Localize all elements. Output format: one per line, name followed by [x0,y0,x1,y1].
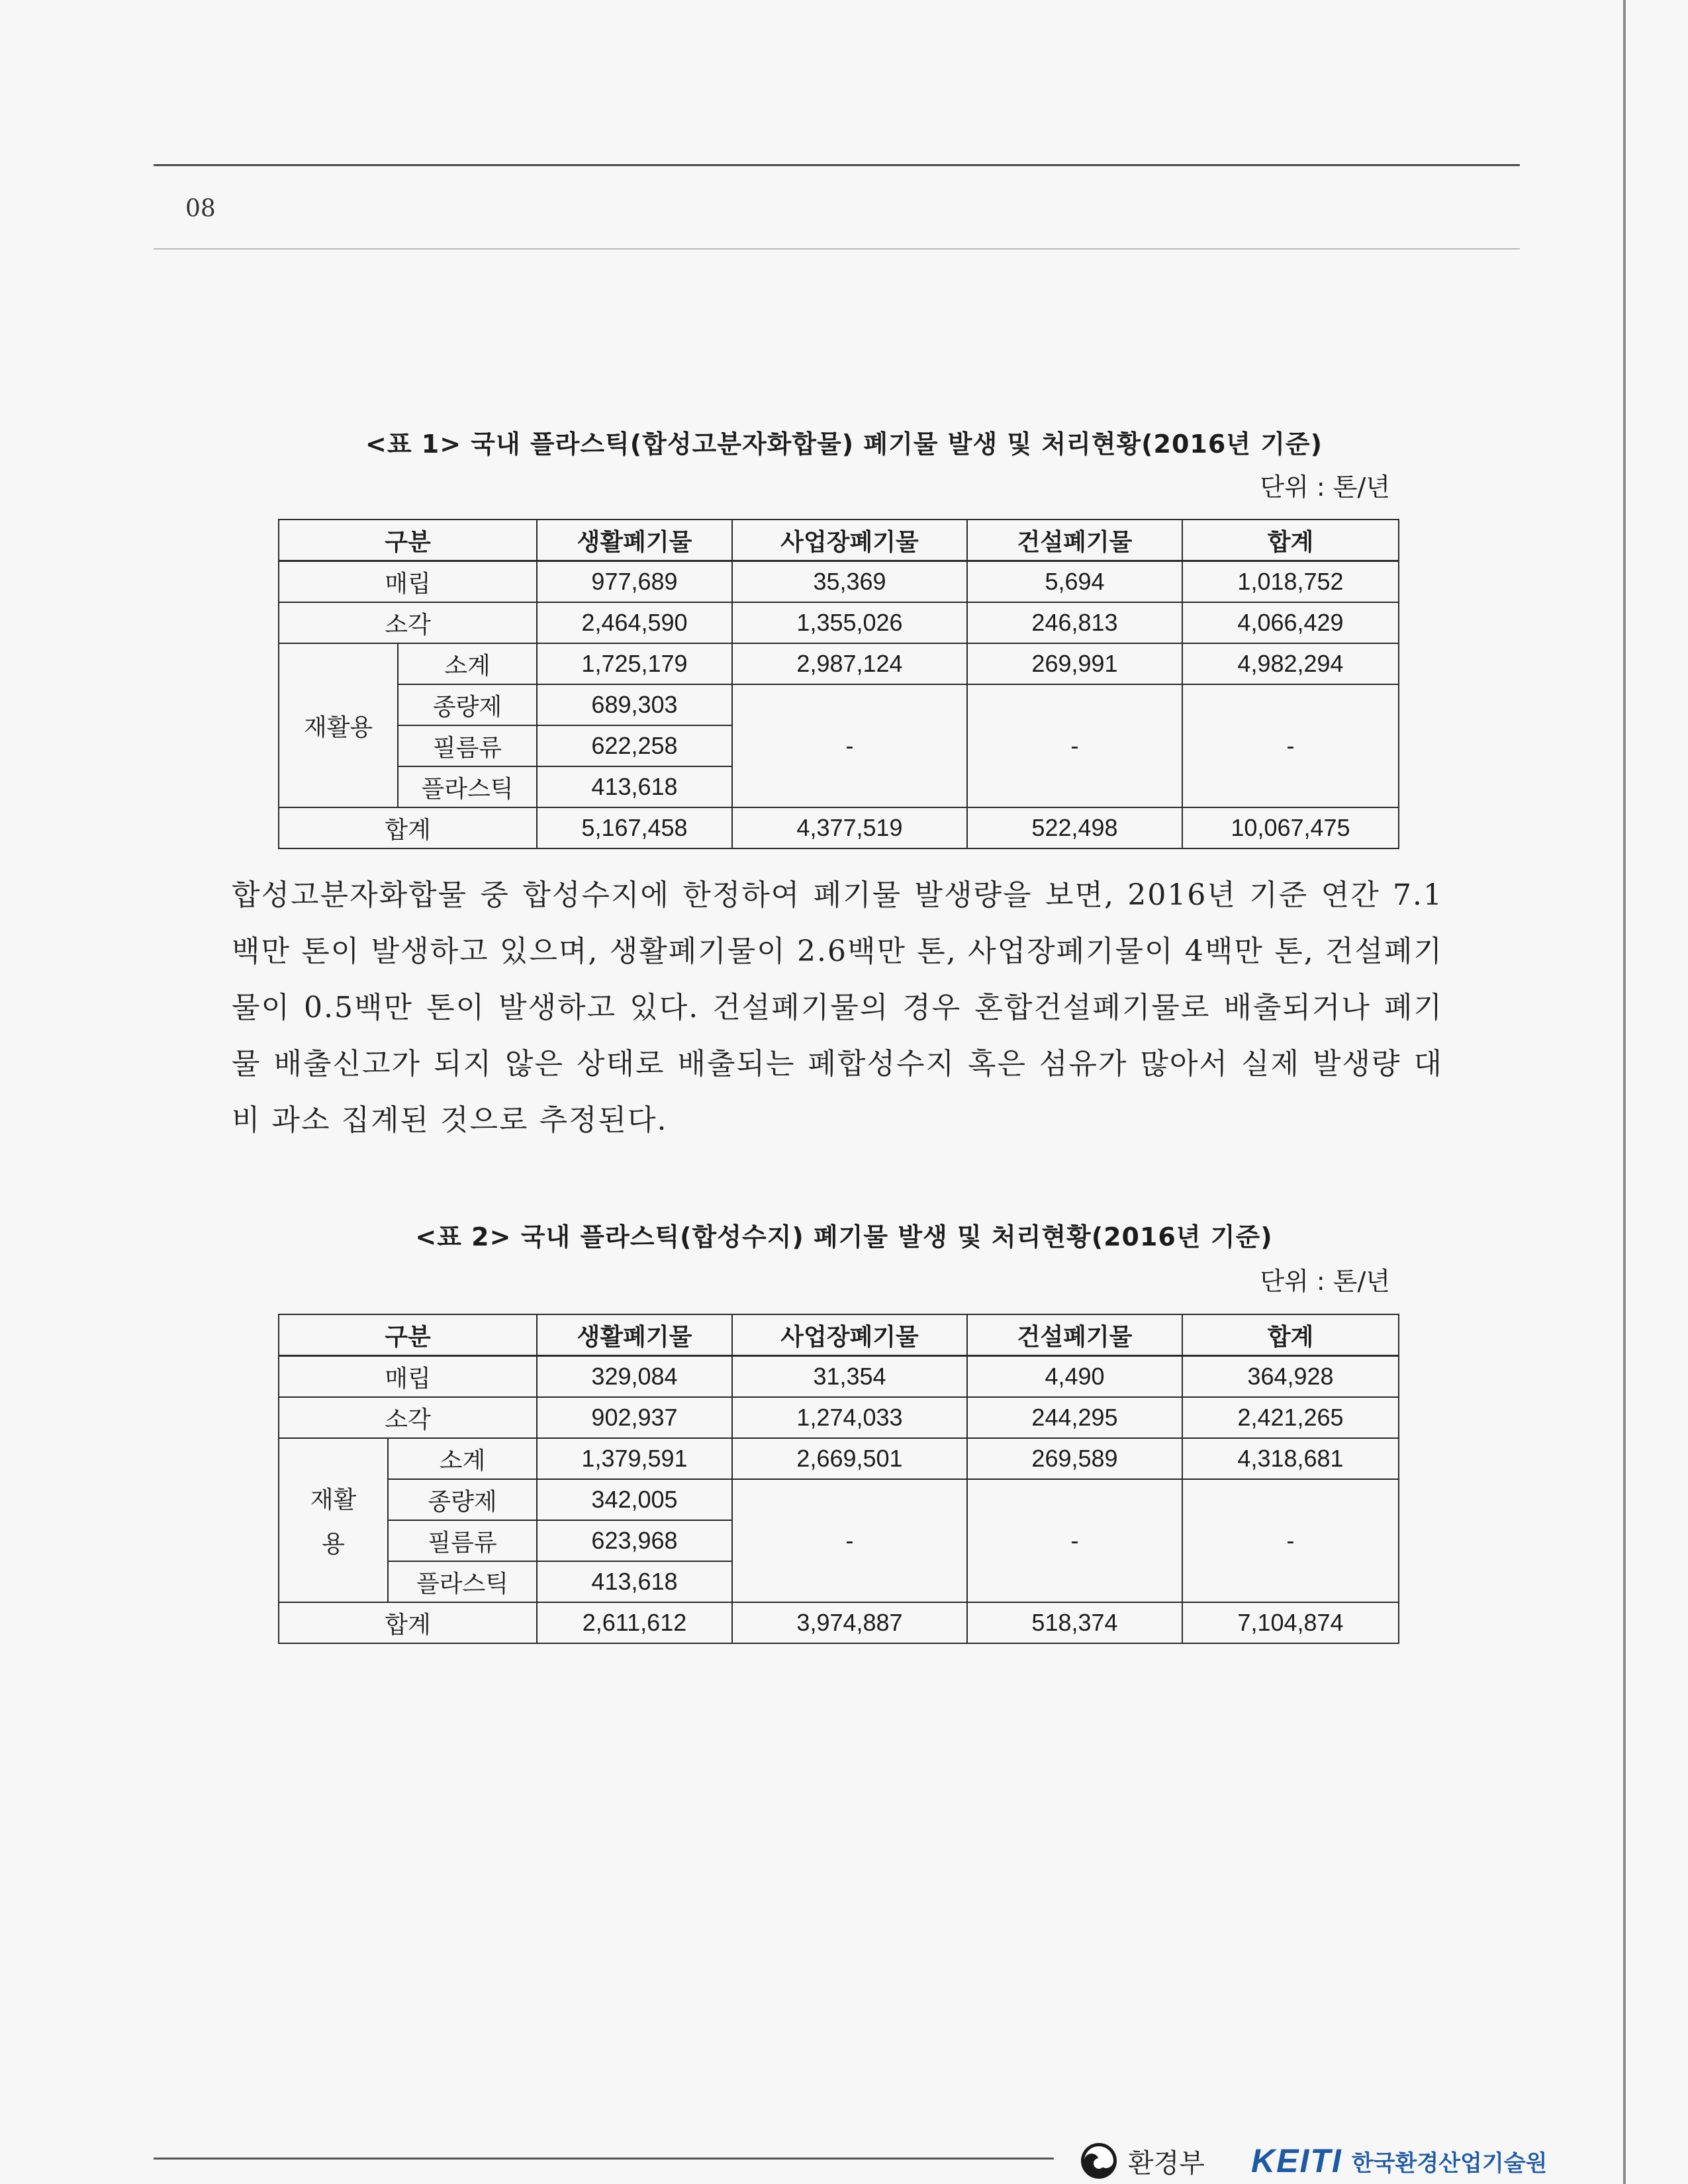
cell: 1,018,752 [1182,561,1399,603]
footer-rule [154,2158,1054,2160]
header-construction: 건설폐기물 [967,520,1182,561]
header-household: 생활폐기물 [537,520,732,561]
dash-cell: - [1182,684,1399,807]
sub-label-volume-bag: 종량제 [388,1479,537,1520]
header-total: 합계 [1182,520,1399,561]
table2 [278,1314,1399,1644]
keiti-logo [1251,2141,1547,2181]
cell: 902,937 [537,1397,732,1438]
table-row [279,1438,1399,1479]
ministry-emblem-icon [1079,2141,1119,2181]
table-row [279,807,1399,848]
cell: 244,295 [967,1397,1182,1438]
cell: 4,377,519 [732,807,967,848]
dash-cell: - [732,684,967,807]
keiti-name: 한국환경산업기술원 [1351,2150,1548,2177]
page-number: 08 [185,195,216,222]
body-paragraph: 합성고분자화합물 중 합성수지에 한정하여 폐기물 발생량을 보면, 2016년 기준 연간 7.1백만 톤이 발생하고 있으며, 생활폐기물이 2.6백만 톤, 사업장폐기물이 4백만 톤, 건설폐기물이 0.5백만 톤이 발생하고 있다. 건설폐기물의 경우 혼합건설폐기물로 배출되거나 폐기물 배출신고가 되지 않은 상태로 배출되는 폐합성수지 혹은 섬유가 많아서 실제 발생량 대비 과소 집계된 것으로 추정된다. [232,878,1443,1137]
row-label-total: 합계 [279,1602,537,1643]
cell: 269,589 [967,1438,1182,1479]
table1 [278,519,1399,849]
cell: 522,498 [967,807,1182,848]
table2-caption: <표 2> 국내 플라스틱(합성수지) 폐기물 발생 및 처리현황(2016년 기준) [415,1222,1273,1251]
cell: 10,067,475 [1182,807,1399,848]
cell: 31,354 [732,1356,967,1398]
cell: 35,369 [732,561,967,603]
cell: 269,991 [967,643,1182,684]
cell: 689,303 [537,684,732,725]
cell: 1,379,591 [537,1438,732,1479]
cell: 342,005 [537,1479,732,1520]
cell: 1,355,026 [732,602,967,643]
header-rule [154,164,1520,166]
header-household: 생활폐기물 [537,1314,732,1356]
recycling-label-line2: 용 [322,1530,345,1557]
ministry-name: 환경부 [1128,2148,1205,2179]
cell: 2,464,590 [537,602,732,643]
table-row [279,643,1399,684]
header-construction: 건설폐기물 [967,1314,1182,1356]
cell: 364,928 [1182,1356,1399,1398]
dash-cell: - [967,684,1182,807]
dash-cell: - [732,1479,967,1602]
cell: 1,274,033 [732,1397,967,1438]
sub-label-volume-bag: 종량제 [398,684,537,725]
cell: 977,689 [537,561,732,603]
row-label-total: 합계 [279,807,537,848]
dash-cell: - [967,1479,1182,1602]
sub-label-film: 필름류 [398,725,537,766]
row-label-recycling [279,1438,388,1602]
table-header-row [279,520,1399,561]
table1-caption: <표 1> 국내 플라스틱(합성고분자화합물) 폐기물 발생 및 처리현황(2016년 기준) [365,430,1323,459]
header-category: 구분 [279,520,537,561]
keiti-brand: KEITI [1251,2142,1342,2179]
cell: 413,618 [537,1561,732,1602]
cell: 7,104,874 [1182,1602,1399,1643]
cell: 2,611,612 [537,1602,732,1643]
row-label-incineration: 소각 [279,1397,537,1438]
cell: 623,968 [537,1520,732,1561]
cell: 4,318,681 [1182,1438,1399,1479]
cell: 2,987,124 [732,643,967,684]
cell: 4,066,429 [1182,602,1399,643]
sub-label-subtotal: 소계 [388,1438,537,1479]
cell: 518,374 [967,1602,1182,1643]
table2-unit: 단위 : 톤/년 [1260,1267,1390,1296]
table-row [279,602,1399,643]
row-label-incineration: 소각 [279,602,537,643]
cell: 622,258 [537,725,732,766]
recycling-label-line1: 재활 [310,1486,357,1513]
cell: 3,974,887 [732,1602,967,1643]
row-label-landfill: 매립 [279,1356,537,1398]
sub-label-film: 필름류 [388,1520,537,1561]
table-row [279,684,1399,725]
row-label-landfill: 매립 [279,561,537,603]
table-row [279,1356,1399,1398]
ministry-logo [1079,2141,1205,2181]
cell: 4,490 [967,1356,1182,1398]
header-business: 사업장폐기물 [732,1314,967,1356]
cell: 5,167,458 [537,807,732,848]
page-edge [1623,0,1626,2184]
header-business: 사업장폐기물 [732,520,967,561]
header-category: 구분 [279,1314,537,1356]
sub-label-plastic: 플라스틱 [388,1561,537,1602]
header-total: 합계 [1182,1314,1399,1356]
cell: 5,694 [967,561,1182,603]
cell: 2,669,501 [732,1438,967,1479]
header-subrule [154,248,1520,250]
table-row [279,1479,1399,1520]
table-row [279,1602,1399,1643]
sub-label-plastic: 플라스틱 [398,766,537,807]
row-label-recycling: 재활용 [279,643,398,807]
cell: 2,421,265 [1182,1397,1399,1438]
table-header-row [279,1314,1399,1356]
cell: 1,725,179 [537,643,732,684]
cell: 4,982,294 [1182,643,1399,684]
cell: 329,084 [537,1356,732,1398]
dash-cell: - [1182,1479,1399,1602]
cell: 413,618 [537,766,732,807]
cell: 246,813 [967,602,1182,643]
table-row [279,561,1399,603]
table1-unit: 단위 : 톤/년 [1260,473,1390,502]
sub-label-subtotal: 소계 [398,643,537,684]
table-row [279,1397,1399,1438]
